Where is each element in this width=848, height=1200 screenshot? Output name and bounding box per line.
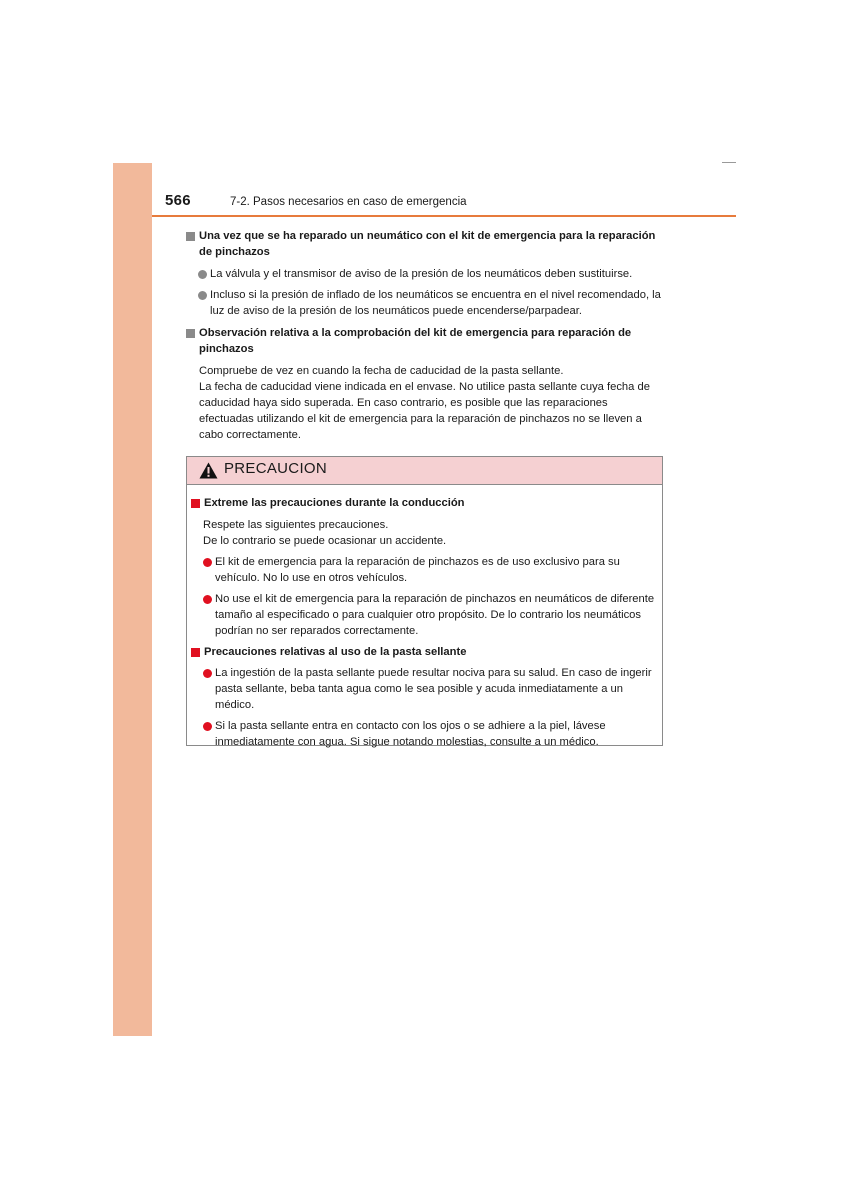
red-square-bullet-icon	[191, 648, 200, 657]
list-item: Incluso si la presión de inflado de los neumáticos se encuentra en el nivel recomendado, la luz de aviso de la presión de los neumáticos puede encenderse/parpadear.	[186, 287, 664, 319]
paragraph: Respete las siguientes precauciones. De lo contrario se puede ocasionar un accidente.	[203, 519, 447, 547]
list-item: La ingestión de la pasta sellante puede resultar nociva para su salud. En caso de ingerir pasta sellante, beba tanta agua como le sea posible y acuda inmediatamente a un médico.	[191, 665, 657, 713]
circle-bullet-icon	[198, 270, 207, 279]
section-title: 7-2. Pasos necesarios en caso de emergencia	[230, 196, 467, 208]
precaution-title: PRECAUCION	[224, 460, 328, 477]
square-bullet-icon	[186, 232, 195, 241]
list-item: No use el kit de emergencia para la reparación de pinchazos en neumáticos de diferente tamaño al especificado o para cualquier otro propósito. De lo contrario los neumáticos podrían no ser reparados correctamente.	[191, 591, 657, 639]
red-circle-bullet-icon	[203, 595, 212, 604]
square-bullet-icon	[186, 329, 195, 338]
crop-mark	[722, 162, 736, 163]
header-rule	[152, 215, 736, 217]
list-item: La válvula y el transmisor de aviso de la presión de los neumáticos deben sustituirse.	[186, 266, 664, 282]
chapter-side-tab	[113, 163, 152, 1036]
precaution-heading: Precauciones relativas al uso de la pasta sellante	[191, 644, 657, 660]
red-square-bullet-icon	[191, 499, 200, 508]
paragraph: Compruebe de vez en cuando la fecha de caducidad de la pasta sellante. La fecha de caducidad viene indicada en el envase. No utilice pasta sellante cuya fecha de caducidad haya sido superada. En caso contrario, es posible que las reparaciones efectuadas utilizando el kit de emergencia para la reparación de pinchazos no se lleven a cabo correctamente.	[199, 365, 650, 441]
section-heading: Observación relativa a la comprobación del kit de emergencia para reparación de pinchazos	[186, 325, 664, 357]
list-item: El kit de emergencia para la reparación de pinchazos es de uso exclusivo para su vehículo. No lo use en otros vehículos.	[191, 554, 657, 586]
precaution-box	[186, 456, 663, 746]
precaution-body	[187, 485, 662, 750]
main-content	[186, 226, 664, 443]
page-number: 566	[165, 192, 191, 209]
section-heading: Una vez que se ha reparado un neumático con el kit de emergencia para la reparación de pinchazos	[186, 228, 664, 260]
list-item: Si la pasta sellante entra en contacto con los ojos o se adhiere a la piel, lávese inmediatamente con agua. Si sigue notando molestias, consulte a un médico.	[191, 718, 657, 750]
red-circle-bullet-icon	[203, 669, 212, 678]
circle-bullet-icon	[198, 291, 207, 300]
red-circle-bullet-icon	[203, 558, 212, 567]
warning-triangle-icon	[199, 462, 218, 479]
precaution-header	[187, 457, 662, 485]
precaution-heading: Extreme las precauciones durante la conducción	[191, 495, 657, 511]
red-circle-bullet-icon	[203, 722, 212, 731]
